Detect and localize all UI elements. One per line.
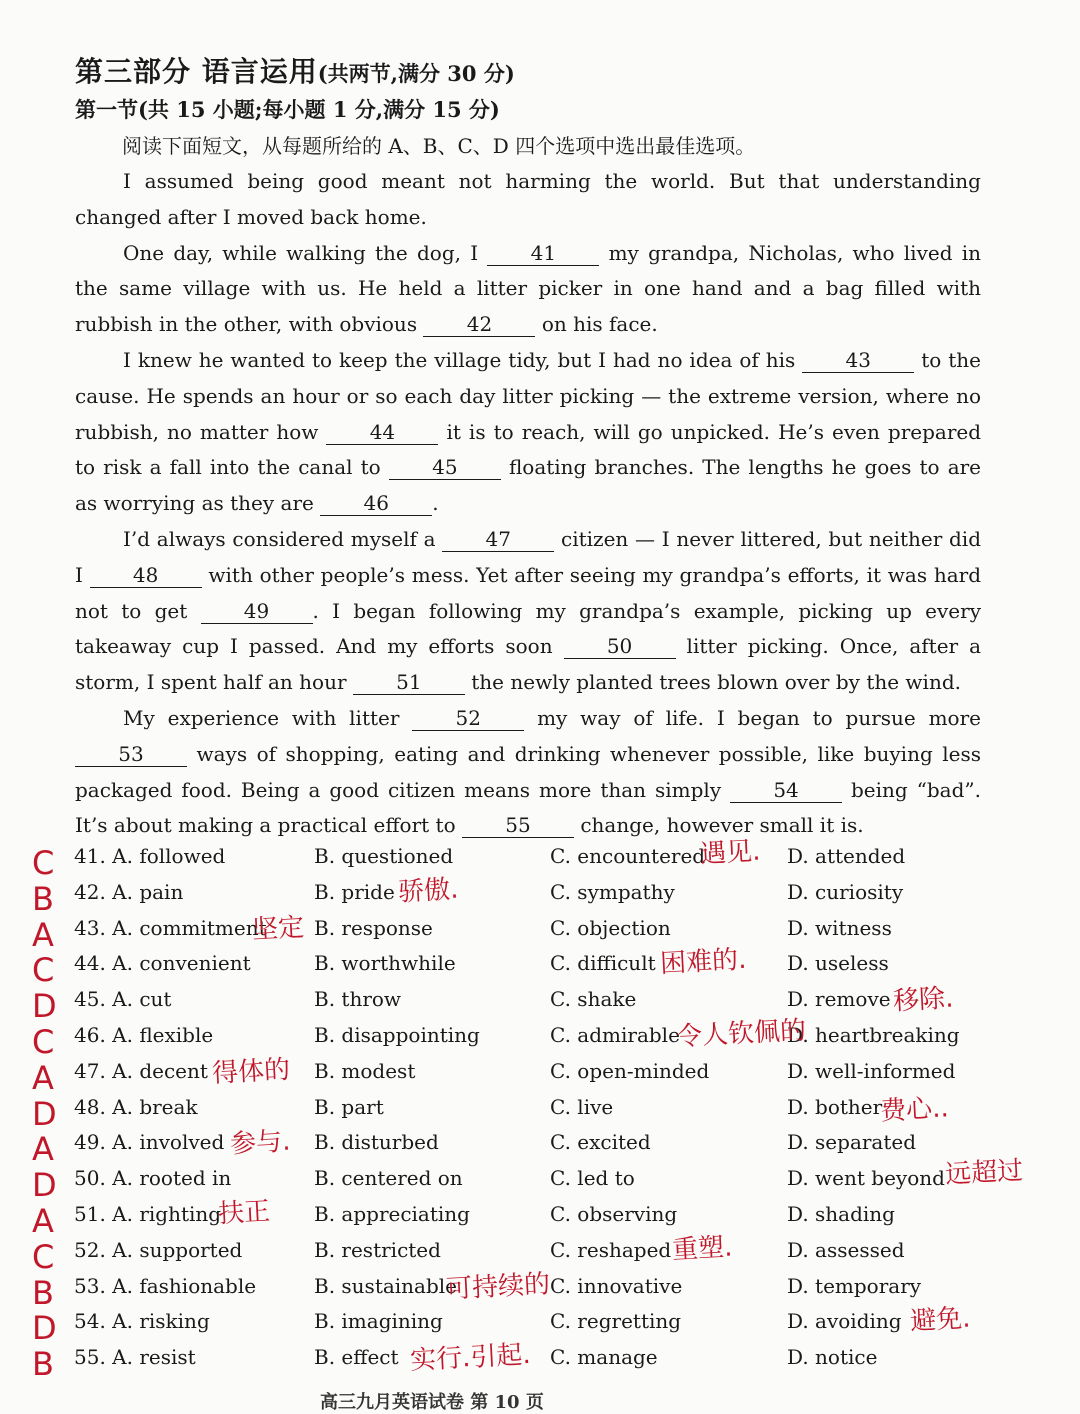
blank-44: 44 (326, 420, 438, 445)
paragraph-3 (75, 343, 981, 522)
question-row (0, 912, 1080, 954)
handwritten-note: 实行.引起. (409, 1340, 532, 1377)
option-c: C. regretting (550, 1309, 682, 1334)
question-row (0, 1303, 1080, 1348)
option-d: D. well-informed (787, 1058, 956, 1083)
blank-50: 50 (564, 634, 676, 659)
option-c: C. excited (550, 1130, 651, 1155)
option-a: 53. A. fashionable (74, 1273, 257, 1298)
option-b: B. pride (314, 879, 395, 904)
part-title (75, 50, 515, 90)
question-row (0, 983, 1080, 1026)
question-row (0, 1196, 1080, 1240)
text-span: being “bad”. It’s about making a practical effort to (75, 777, 981, 838)
handwritten-note: 参与. (229, 1126, 292, 1160)
option-a: 51. A. righting (74, 1202, 222, 1226)
option-a: 42. A. pain (74, 879, 184, 904)
text-span: ways of shopping, eating and drinking whenever possible, like buying less packaged food. Being a good citizen means more than simply (75, 741, 982, 802)
option-b: B. throw (314, 987, 402, 1012)
handwritten-answer: A (32, 1202, 54, 1240)
option-a: 54. A. risking (74, 1309, 210, 1334)
question-row (0, 874, 1080, 918)
text-span: on his face. (541, 312, 658, 337)
question-row (0, 1156, 1080, 1205)
option-b: B. questioned (314, 844, 454, 868)
question-row (0, 1054, 1080, 1097)
option-a: 50. A. rooted in (74, 1166, 232, 1191)
option-c: C. encountered (550, 844, 706, 868)
option-a: 52. A. supported (74, 1237, 243, 1262)
page-footer: 高三九月英语试卷 第 10 页 (320, 1392, 544, 1413)
option-c: C. live (550, 1094, 614, 1119)
option-b: B. response (314, 915, 433, 940)
option-a: 41. A. followed (74, 844, 226, 868)
handwritten-answer: B (32, 1273, 54, 1312)
blank-53: 53 (75, 742, 187, 767)
reading-passage (75, 164, 981, 844)
option-b: B. disturbed (314, 1130, 439, 1155)
blank-49: 49 (201, 599, 313, 624)
option-d: D. curiosity (787, 879, 904, 904)
handwritten-note: 骄傲. (397, 874, 460, 908)
blank-45: 45 (389, 455, 501, 480)
paragraph-5 (75, 701, 981, 844)
section-title: 第一节(共 15 小题;每小题 1 分,满分 15 分) (75, 97, 500, 122)
handwritten-answer: D (32, 987, 57, 1026)
handwritten-note: 坚定 (251, 912, 305, 945)
option-d: D. temporary (787, 1273, 922, 1298)
option-a: 47. A. decent (74, 1058, 208, 1083)
handwritten-note: 可持续的 (445, 1268, 551, 1305)
option-b: B. sustainable (314, 1273, 458, 1298)
paragraph-1: I assumed being good meant not harming the world. But that understanding changed after I moved back home. (75, 169, 981, 229)
option-d: D. useless (787, 951, 889, 976)
text-span: . I began following my grandpa’s example, picking up every takeaway cup I passed. And my efforts soon (75, 598, 981, 659)
text-span: my grandpa, Nicholas, who lived in the same village with us. He held a litter picker in one hand and a bag filled with rubbish in the other, with obvious (75, 240, 982, 337)
blank-54: 54 (730, 778, 842, 803)
part-title-main: 第三部分 语言运用 (75, 55, 318, 88)
blank-42: 42 (423, 312, 535, 337)
question-row (0, 1091, 1080, 1133)
handwritten-answer: C (32, 1023, 55, 1061)
option-d: D. remove (787, 987, 891, 1012)
option-a: 49. A. involved (74, 1130, 225, 1155)
option-b: B. modest (314, 1058, 416, 1083)
question-row (0, 945, 1080, 990)
option-c: C. shake (550, 987, 637, 1012)
text-span: My experience with litter (123, 705, 400, 730)
option-c: C. led to (550, 1166, 635, 1191)
option-b: B. imagining (314, 1309, 443, 1334)
option-c: C. sympathy (550, 879, 675, 904)
option-b: B. centered on (314, 1166, 463, 1191)
text-span: One day, while walking the dog, I (123, 240, 479, 265)
question-row (0, 836, 1080, 882)
instruction: 阅读下面短文，从每题所给的 A、B、C、D 四个选项中选出最佳选项。 (122, 134, 756, 158)
handwritten-answer: D (32, 1166, 57, 1205)
handwritten-note: 远超过 (944, 1156, 1024, 1191)
text-span: I’d always considered myself a (123, 526, 436, 551)
blank-41: 41 (487, 241, 599, 266)
handwritten-answer: C (32, 1237, 55, 1276)
option-d: D. witness (787, 915, 892, 940)
option-c: C. observing (550, 1202, 678, 1226)
option-b: B. restricted (314, 1237, 441, 1262)
handwritten-answer: C (32, 951, 55, 990)
handwritten-note: 避免. (909, 1303, 972, 1337)
question-row (0, 1340, 1080, 1384)
paragraph-2 (75, 236, 981, 343)
handwritten-answer: A (32, 915, 54, 954)
question-row (0, 1015, 1080, 1061)
handwritten-note: 得体的 (211, 1054, 291, 1089)
paragraph-4 (75, 522, 981, 701)
option-b: B. worthwhile (314, 951, 456, 976)
text-span: citizen — I never littered, but neither did I (75, 526, 982, 587)
option-d: D. went beyond (787, 1166, 945, 1191)
handwritten-answer: D (32, 1309, 57, 1348)
handwritten-answer: A (32, 1058, 54, 1097)
handwritten-answer: B (32, 1345, 54, 1384)
text-span: it is to reach, will go unpicked. He’s even prepared to risk a fall into the canal to (75, 419, 982, 480)
option-a: 43. A. commitment (74, 915, 267, 940)
option-b: B. appreciating (314, 1202, 470, 1226)
text-span: change, however small it is. (580, 813, 864, 838)
option-d: D. heartbreaking (787, 1023, 960, 1047)
blank-51: 51 (353, 670, 465, 695)
option-c: C. reshaped (550, 1237, 672, 1262)
option-b: B. effect (314, 1345, 399, 1370)
handwritten-note: 遇见. (699, 836, 762, 870)
handwritten-answer: D (32, 1094, 57, 1133)
text-span: litter picking. Once, after a storm, I spent half an hour (75, 634, 982, 695)
option-c: C. innovative (550, 1273, 683, 1298)
option-d: D. assessed (787, 1237, 905, 1262)
option-d: D. shading (787, 1202, 895, 1226)
handwritten-note: 令人钦佩的 (675, 1015, 807, 1053)
option-d: D. avoiding (787, 1309, 902, 1334)
handwritten-answer: B (32, 879, 54, 918)
text-span: to the cause. He spends an hour or so each day litter picking — the extreme version, where no rubbish, no matter how (75, 347, 982, 444)
option-c: C. objection (550, 915, 671, 940)
handwritten-note: 扶正 (217, 1196, 271, 1230)
text-span: my way of life. I began to pursue more (537, 705, 981, 730)
option-c: C. admirable (550, 1023, 680, 1047)
option-c: C. difficult (550, 951, 656, 976)
blank-43: 43 (802, 348, 914, 373)
blank-47: 47 (442, 527, 554, 552)
handwritten-answer: C (32, 844, 55, 882)
handwritten-note: 困难的. (659, 945, 748, 980)
option-a: 44. A. convenient (74, 951, 251, 976)
blank-48: 48 (90, 563, 202, 588)
option-d: D. bother (787, 1094, 883, 1119)
option-a: 55. A. resist (74, 1345, 196, 1370)
text-span: with other people’s mess. Yet after seeing my grandpa’s efforts, it was hard not to get (75, 562, 982, 623)
question-row (0, 1126, 1080, 1169)
blank-52: 52 (412, 706, 524, 731)
text-span: the newly planted trees blown over by the wind. (471, 670, 961, 695)
option-d: D. attended (787, 844, 906, 868)
handwritten-note: 移除. (892, 983, 955, 1017)
option-a: 46. A. flexible (74, 1023, 214, 1047)
option-b: B. part (314, 1094, 384, 1119)
text-span: . (432, 491, 439, 516)
option-b: B. disappointing (314, 1023, 480, 1047)
option-d: D. notice (787, 1345, 878, 1370)
blank-46: 46 (320, 491, 432, 516)
text-span: floating branches. The lengths he goes to are as worrying as they are (75, 455, 982, 516)
blank-55: 55 (462, 813, 574, 838)
part-title-sub: (共两节,满分 30 分) (317, 61, 515, 86)
option-d: D. separated (787, 1130, 917, 1155)
text-span: I knew he wanted to keep the village tidy, but I had no idea of his (123, 347, 796, 372)
handwritten-answer: A (32, 1130, 54, 1169)
option-c: C. open-minded (550, 1058, 710, 1083)
handwritten-note: 费心.. (879, 1092, 950, 1127)
option-c: C. manage (550, 1345, 658, 1370)
option-a: 48. A. break (74, 1094, 198, 1119)
handwritten-note: 重塑. (671, 1232, 734, 1266)
option-a: 45. A. cut (74, 987, 172, 1012)
